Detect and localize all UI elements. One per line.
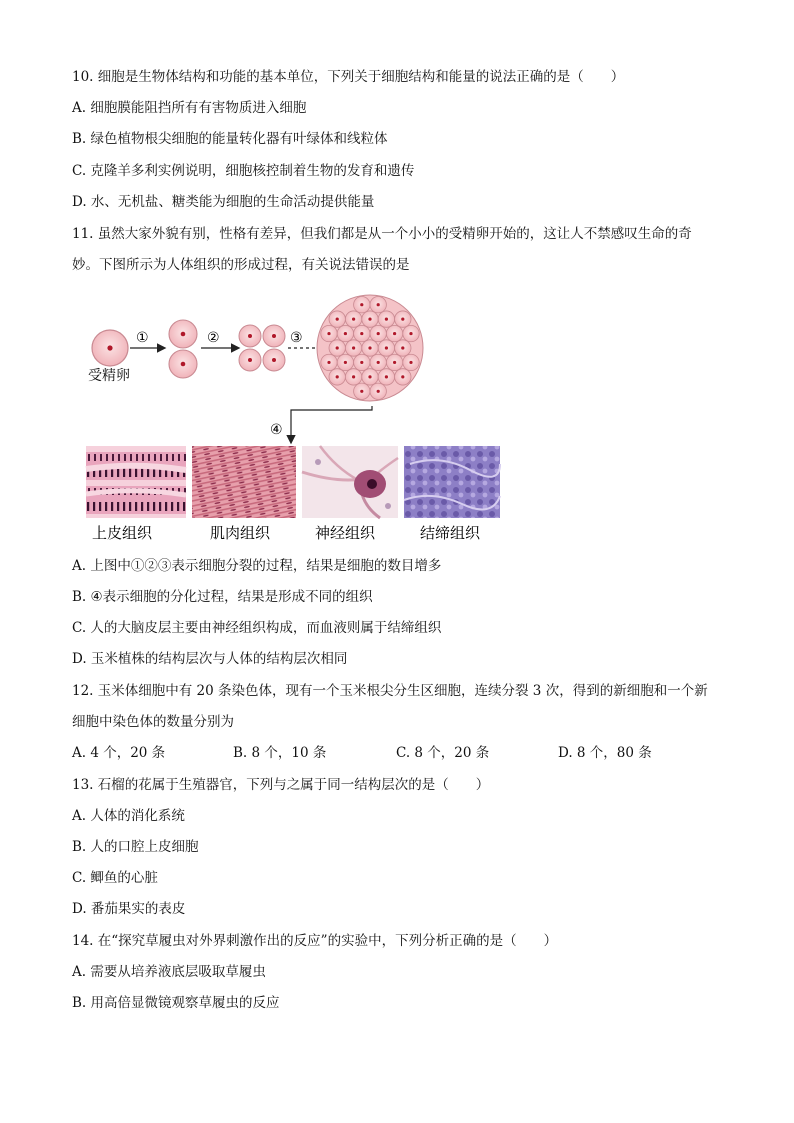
zygote-cell bbox=[92, 330, 128, 366]
mass-cell-nucleus bbox=[409, 361, 412, 364]
mass-cell-nucleus bbox=[385, 346, 388, 349]
mass-cell-nucleus bbox=[368, 375, 371, 378]
label-epithelial: 上皮组织 bbox=[92, 524, 153, 542]
mass-cell-nucleus bbox=[377, 303, 380, 306]
q13-option-b: B. 人的口腔上皮细胞 bbox=[72, 839, 199, 855]
two-cell-stage bbox=[169, 320, 197, 378]
q10-option-d: D. 水、无机盐、糖类能为细胞的生命活动提供能量 bbox=[72, 194, 375, 210]
q10-option-a: A. 细胞膜能阻挡所有有害物质进入细胞 bbox=[72, 100, 307, 116]
mass-cell-nucleus bbox=[360, 303, 363, 306]
step2-label: ② bbox=[207, 330, 220, 346]
q13-option-d: D. 番茄果实的表皮 bbox=[72, 901, 186, 917]
q12-option-a: A. 4 个，20 条 bbox=[72, 745, 166, 761]
mass-cell-nucleus bbox=[409, 332, 412, 335]
mass-cell-nucleus bbox=[377, 390, 380, 393]
mass-cell-nucleus bbox=[336, 318, 339, 321]
q12-option-d: D. 8 个，80 条 bbox=[558, 745, 652, 761]
muscle-tissue-image bbox=[192, 446, 296, 518]
mass-cell-nucleus bbox=[401, 318, 404, 321]
mass-cell-nucleus bbox=[377, 332, 380, 335]
label-connective: 结缔组织 bbox=[420, 524, 481, 542]
mass-cell-nucleus bbox=[385, 318, 388, 321]
mass-cell-nucleus bbox=[327, 332, 330, 335]
mass-cell-nucleus bbox=[336, 375, 339, 378]
q11-stem-line2: 妙。下图所示为人体组织的形成过程，有关说法错误的是 bbox=[72, 257, 410, 273]
mass-cell-nucleus bbox=[360, 390, 363, 393]
q14-option-b: B. 用高倍显微镜观察草履虫的反应 bbox=[72, 995, 280, 1011]
q12-option-b: B. 8 个，10 条 bbox=[233, 745, 327, 761]
q14-stem: 14. 在“探究草履虫对外界刺激作出的反应”的实验中，下列分析正确的是（ ） bbox=[72, 933, 558, 949]
four-cell-stage bbox=[239, 325, 285, 371]
mass-cell-nucleus bbox=[368, 346, 371, 349]
mass-cell-nucleus bbox=[401, 346, 404, 349]
tissue-formation-figure bbox=[80, 294, 510, 546]
q13-stem: 13. 石榴的花属于生殖器官，下列与之属于同一结构层次的是（ ） bbox=[72, 777, 490, 793]
nerve-tissue-image bbox=[302, 446, 398, 518]
label-muscle: 肌肉组织 bbox=[210, 524, 271, 542]
step3-label: ③ bbox=[290, 330, 303, 346]
q13-option-c: C. 鲫鱼的心脏 bbox=[72, 870, 158, 886]
q10-option-b: B. 绿色植物根尖细胞的能量转化器有叶绿体和线粒体 bbox=[72, 131, 388, 147]
q13-option-a: A. 人体的消化系统 bbox=[72, 808, 185, 824]
mass-cell-nucleus bbox=[336, 346, 339, 349]
mass-cell-nucleus bbox=[377, 361, 380, 364]
epithelial-tissue-image bbox=[86, 446, 186, 518]
mass-cell-nucleus bbox=[344, 361, 347, 364]
zygote-label: 受精卵 bbox=[88, 368, 130, 384]
connective-tissue-image bbox=[404, 446, 500, 518]
mass-cell-nucleus bbox=[360, 332, 363, 335]
step4-label: ④ bbox=[270, 422, 283, 438]
q12-stem-line1: 12. 玉米体细胞中有 20 条染色体，现有一个玉米根尖分生区细胞，连续分裂 3 次，得到的新细胞和一个新 bbox=[72, 683, 708, 699]
q10-stem: 10. 细胞是生物体结构和功能的基本单位，下列关于细胞结构和能量的说法正确的是（ ） bbox=[72, 69, 625, 85]
cell-mass bbox=[317, 295, 423, 401]
mass-cell-nucleus bbox=[352, 346, 355, 349]
mass-cell-nucleus bbox=[352, 375, 355, 378]
mass-cell-nucleus bbox=[393, 361, 396, 364]
q10-option-c: C. 克隆羊多利实例说明，细胞核控制着生物的发育和遗传 bbox=[72, 163, 415, 179]
step1-label: ① bbox=[136, 330, 149, 346]
q11-option-d: D. 玉米植株的结构层次与人体的结构层次相同 bbox=[72, 651, 348, 667]
mass-cell-nucleus bbox=[344, 332, 347, 335]
label-nerve: 神经组织 bbox=[315, 524, 376, 542]
q11-option-b: B. ④表示细胞的分化过程，结果是形成不同的组织 bbox=[72, 589, 373, 605]
mass-cell-nucleus bbox=[327, 361, 330, 364]
q12-stem-line2: 细胞中染色体的数量分别为 bbox=[72, 714, 234, 730]
q11-option-c: C. 人的大脑皮层主要由神经组织构成，而血液则属于结缔组织 bbox=[72, 620, 442, 636]
q14-option-a: A. 需要从培养液底层吸取草履虫 bbox=[72, 964, 266, 980]
mass-cell-nucleus bbox=[401, 375, 404, 378]
mass-cell-nucleus bbox=[393, 332, 396, 335]
q12-options-row bbox=[72, 744, 692, 762]
q11-option-a: A. 上图中①②③表示细胞分裂的过程，结果是细胞的数目增多 bbox=[72, 558, 442, 574]
q12-option-c: C. 8 个，20 条 bbox=[396, 745, 490, 761]
mass-cell-nucleus bbox=[360, 361, 363, 364]
mass-cell-nucleus bbox=[385, 375, 388, 378]
q11-stem-line1: 11. 虽然大家外貌有别，性格有差异，但我们都是从一个小小的受精卵开始的，这让人不禁感叹生命的奇 bbox=[72, 226, 692, 242]
mass-cell-nucleus bbox=[368, 318, 371, 321]
mass-cell-nucleus bbox=[352, 318, 355, 321]
